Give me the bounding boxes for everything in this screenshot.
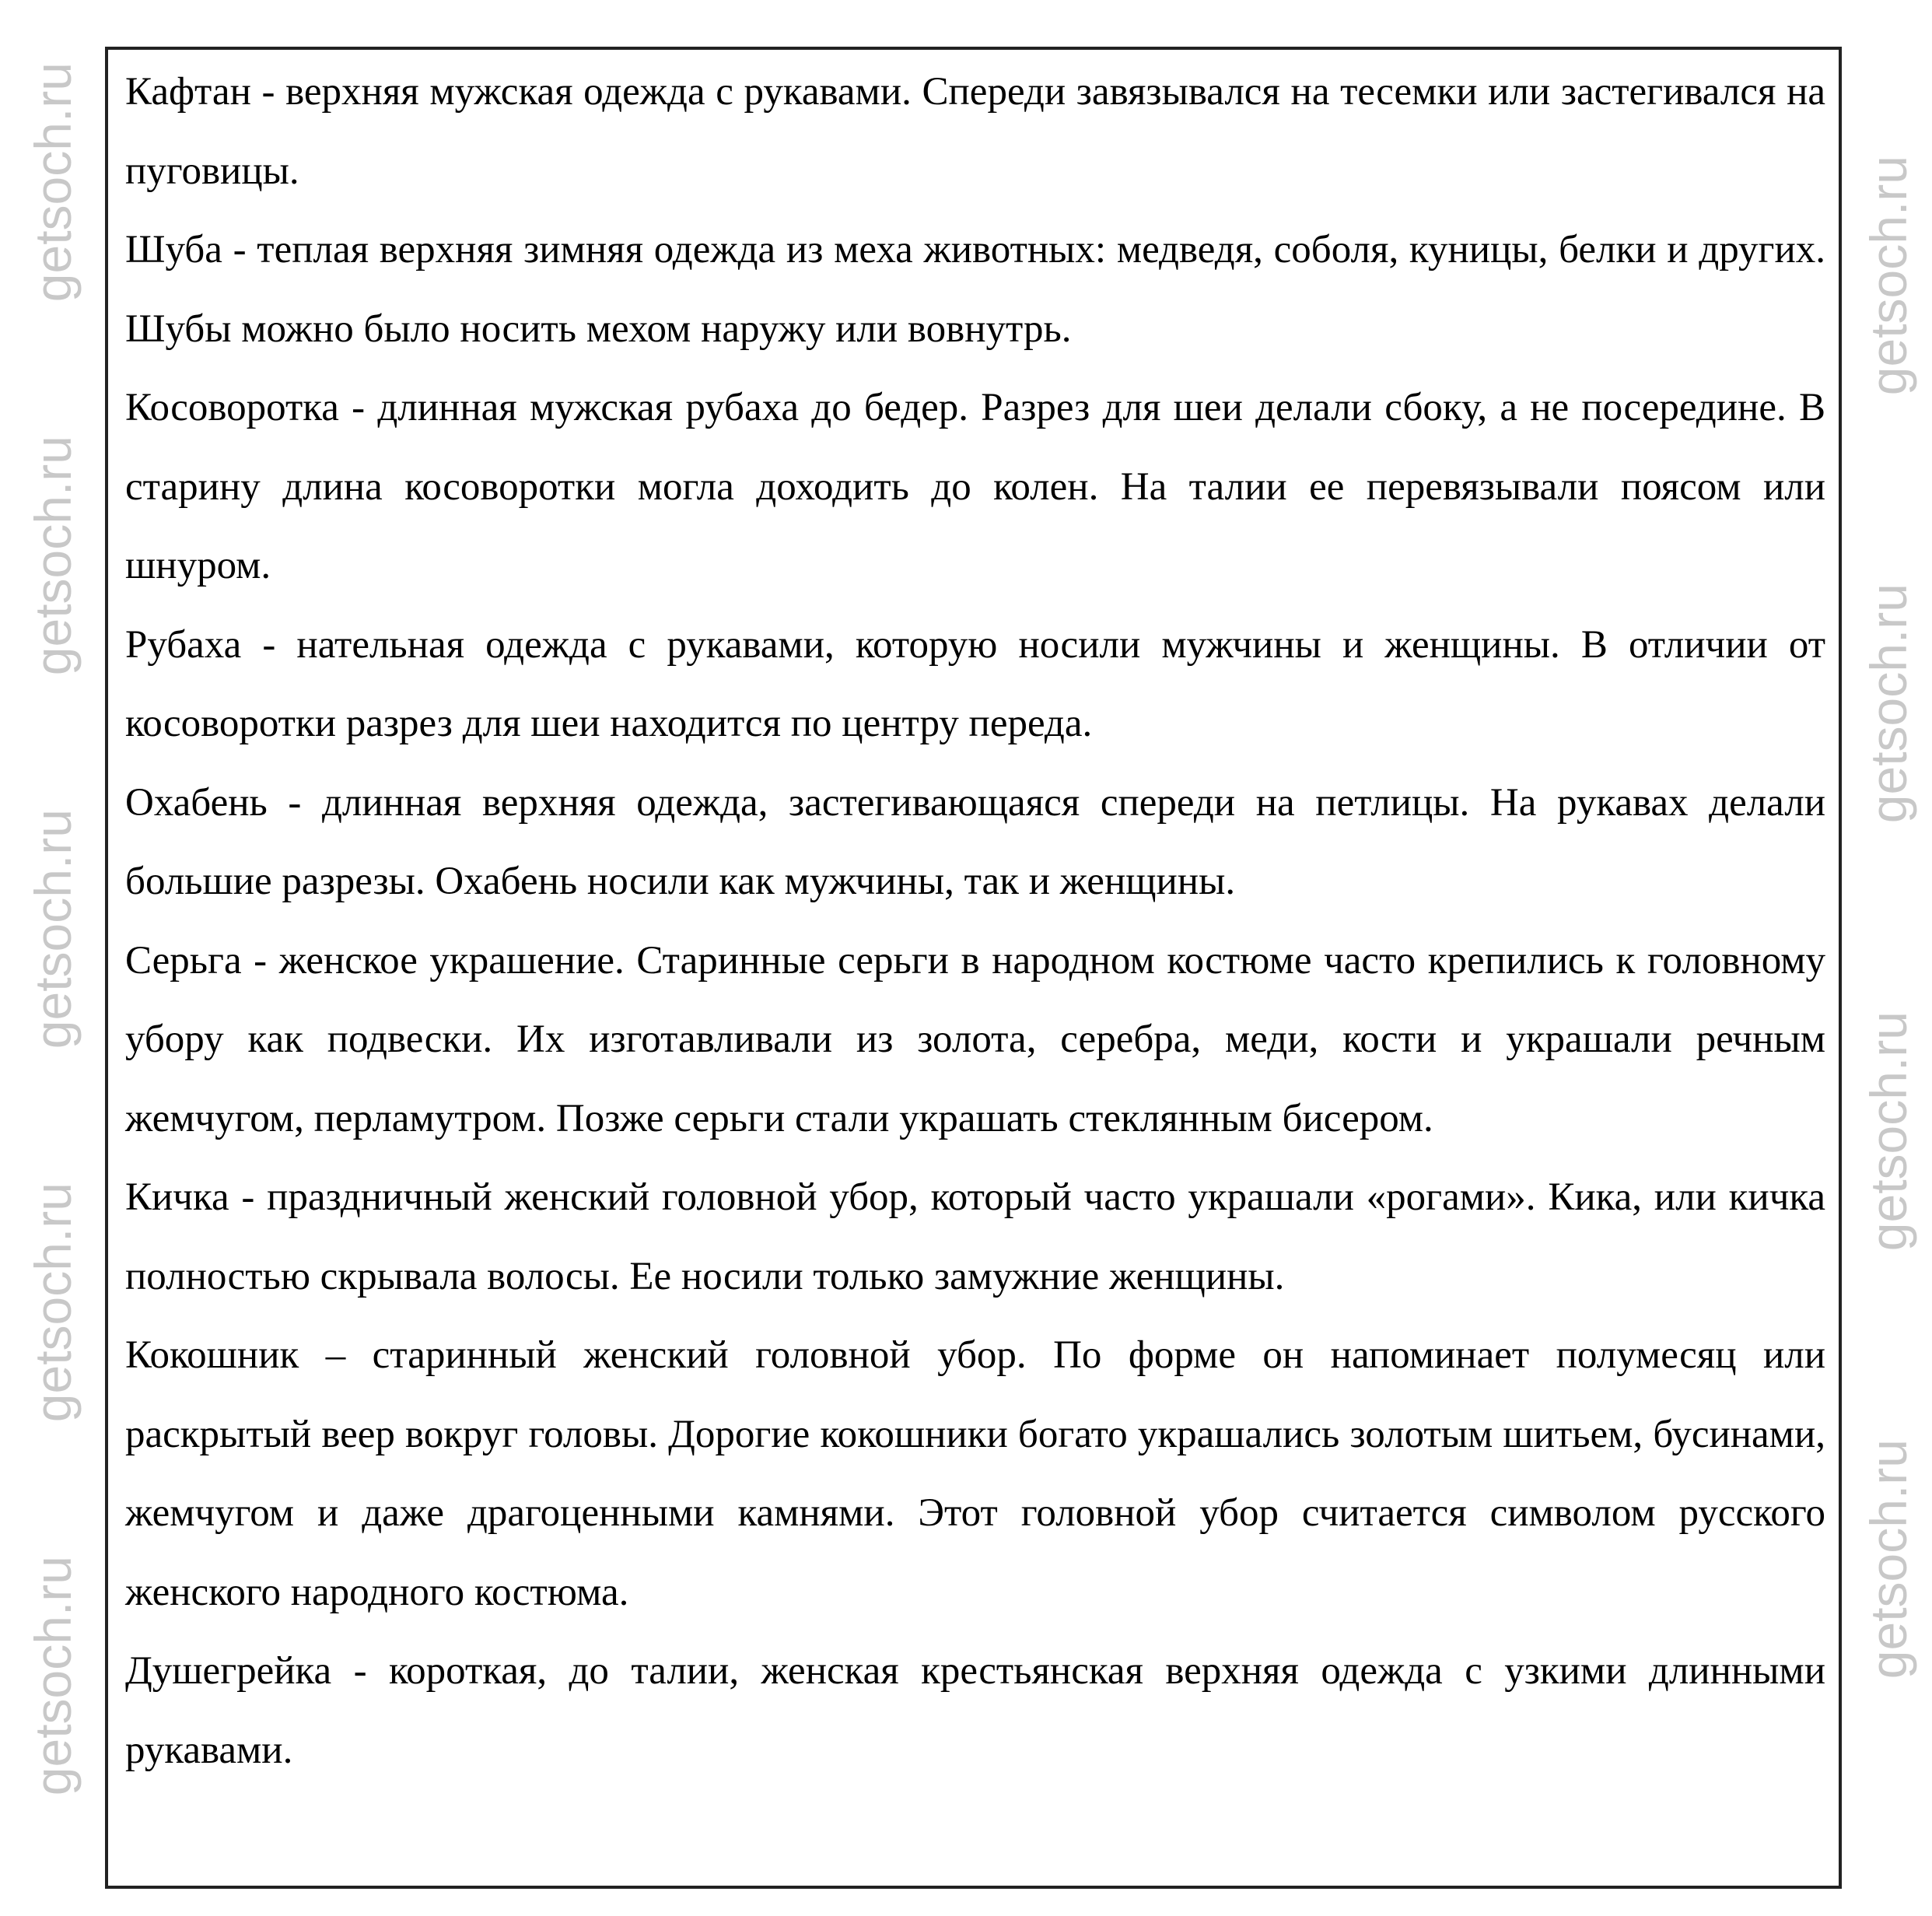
paragraph-dushegreyka: Душегрейка - короткая, до талии, женская крестьянская верхняя одежда с узкими длинными рукавами. (125, 1649, 1825, 1772)
watermark: getsoch.ru (1860, 583, 1917, 824)
watermark: getsoch.ru (24, 62, 82, 303)
watermark: getsoch.ru (24, 1556, 82, 1796)
watermark: getsoch.ru (24, 436, 82, 676)
paragraph-kokoshnik: Кокошник – старинный женский головной убор. По форме он напоминает полумесяц или раскрытый веер вокруг головы. Дорогие кокошники богато украшались золотым шитьем, бусинами, жемчугом и даже драгоценными камнями. Этот головной убор считается символом русского женского народного костюма. (125, 1333, 1825, 1614)
watermark: getsoch.ru (24, 1182, 82, 1423)
paragraph-rubakha: Рубаха - нательная одежда с рукавами, которую носили мужчины и женщины. В отличии от косоворотки разрез для шеи находится по центру переда. (125, 622, 1825, 745)
document-body (125, 53, 1825, 1790)
paragraph-shuba: Шуба - теплая верхняя зимняя одежда из меха животных: медведя, соболя, куницы, белки и других. Шубы можно было носить мехом наружу или вовнутрь. (125, 228, 1825, 351)
watermark: getsoch.ru (1860, 1439, 1917, 1680)
paragraph-serga: Серьга - женское украшение. Старинные серьги в народном костюме часто крепились к головному убору как подвески. Их изготавливали из золота, серебра, меди, кости и украшали речным жемчугом, перламутром. Позже серьги стали украшать стеклянным бисером. (125, 938, 1825, 1140)
paragraph-kosovorotka: Косоворотка - длинная мужская рубаха до бедер. Разрез для шеи делали сбоку, а не посередине. В старину длина косоворотки могла доходить до колен. На талии ее перевязывали поясом или шнуром. (125, 386, 1825, 587)
paragraph-okhaben: Охабень - длинная верхняя одежда, застегивающаяся спереди на петлицы. На рукавах делали большие разрезы. Охабень носили как мужчины, так и женщины. (125, 780, 1825, 903)
paragraph-kichka: Кичка - праздничный женский головной убор, который часто украшали «рогами». Кика, или кичка полностью скрывала волосы. Ее носили только замужние женщины. (125, 1175, 1825, 1298)
watermark: getsoch.ru (1860, 1011, 1917, 1252)
watermark: getsoch.ru (1860, 156, 1917, 396)
watermark: getsoch.ru (24, 809, 82, 1049)
paragraph-kaftan: Кафтан - верхняя мужская одежда с рукавами. Спереди завязывался на тесемки или застегивался на пуговицы. (125, 70, 1825, 193)
